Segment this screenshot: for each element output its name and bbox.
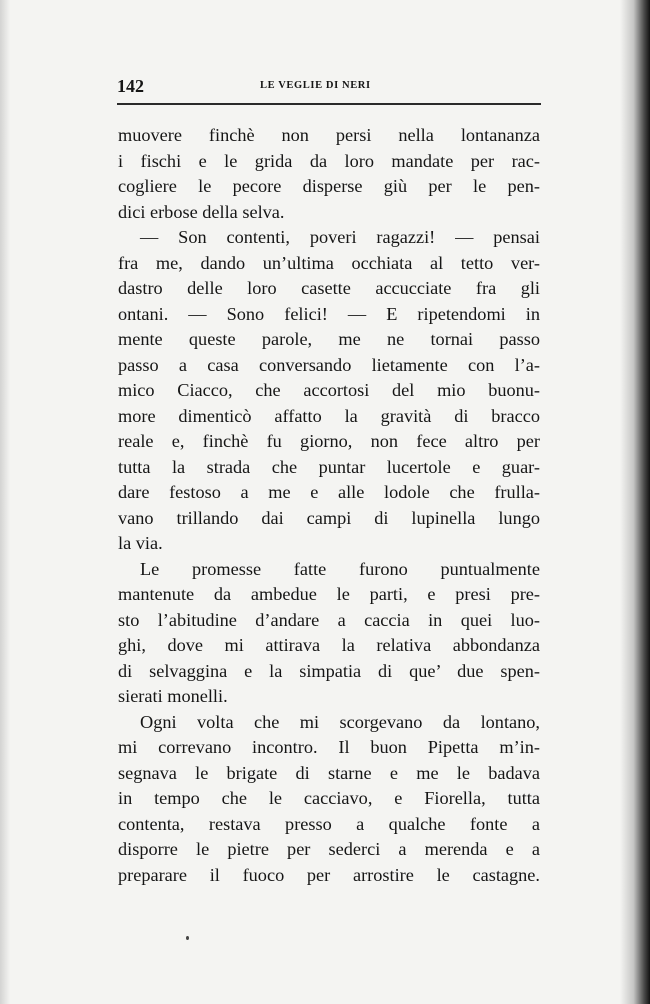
text-line: sierati monelli. <box>118 686 228 706</box>
page-left-shading <box>0 0 10 1004</box>
text-line: disporre le pietre per sederci a merenda e a <box>118 839 540 859</box>
text-line: mente queste parole, me ne tornai passo <box>118 329 540 349</box>
text-line: dare festoso a me e alle lodole che frulla- <box>118 482 540 502</box>
text-line: i fischi e le grida da loro mandate per rac- <box>118 150 540 171</box>
text-line: mantenute da ambedue le parti, e presi pre- <box>118 584 540 604</box>
text-line: mi correvano incontro. Il buon Pipetta m’in- <box>118 737 540 757</box>
text-line: ontani. — Sono felici! — E ripetendomi in <box>118 303 540 324</box>
text-line: contenta, restava presso a qualche fonte a <box>118 813 540 834</box>
text-line: sto l’abitudine d’andare a caccia in quei luo- <box>118 609 540 630</box>
paper-speck <box>186 936 189 940</box>
body-text <box>118 123 540 888</box>
text-line: la via. <box>118 533 163 553</box>
text-line: muovere finchè non persi nella lontananza <box>118 125 540 145</box>
page-number: 142 <box>117 76 144 96</box>
text-line: tutta la strada che puntar lucertole e guar- <box>118 456 540 477</box>
text-line: segnava le brigate di starne e me le badava <box>118 762 540 783</box>
text-line: — Son contenti, poveri ragazzi! — pensai <box>140 227 540 247</box>
running-head <box>117 76 541 98</box>
text-line: di selvaggina e la simpatia di que’ due spen- <box>118 660 540 681</box>
text-line: in tempo che le cacciavo, e Fiorella, tutta <box>118 788 540 808</box>
text-line: mico Ciacco, che accortosi del mio buonu- <box>118 380 540 400</box>
header-rule <box>117 103 541 105</box>
text-line: reale e, finchè fu giorno, non fece altro per <box>118 431 540 451</box>
text-line: Ogni volta che mi scorgevano da lontano, <box>140 711 540 732</box>
text-line: preparare il fuoco per arrostire le castagne. <box>118 864 540 885</box>
text-line: ghi, dove mi attirava la relativa abbondanza <box>118 635 540 655</box>
text-line: passo a casa conversando lietamente con l’a- <box>118 354 540 375</box>
page-edge-shadow <box>620 0 650 1004</box>
text-line: more dimenticò affatto la gravità di bracco <box>118 405 540 426</box>
text-line: dici erbose della selva. <box>118 201 285 222</box>
text-line: dastro delle loro casette accucciate fra gli <box>118 278 540 298</box>
text-line: Le promesse fatte furono puntualmente <box>140 558 540 579</box>
text-line: cogliere le pecore disperse giù per le pen- <box>118 176 540 196</box>
text-line: fra me, dando un’ultima occhiata al tetto ver- <box>118 252 540 273</box>
text-line: vano trillando dai campi di lupinella lungo <box>118 507 540 528</box>
book-title: LE VEGLIE DI NERI <box>260 80 371 91</box>
